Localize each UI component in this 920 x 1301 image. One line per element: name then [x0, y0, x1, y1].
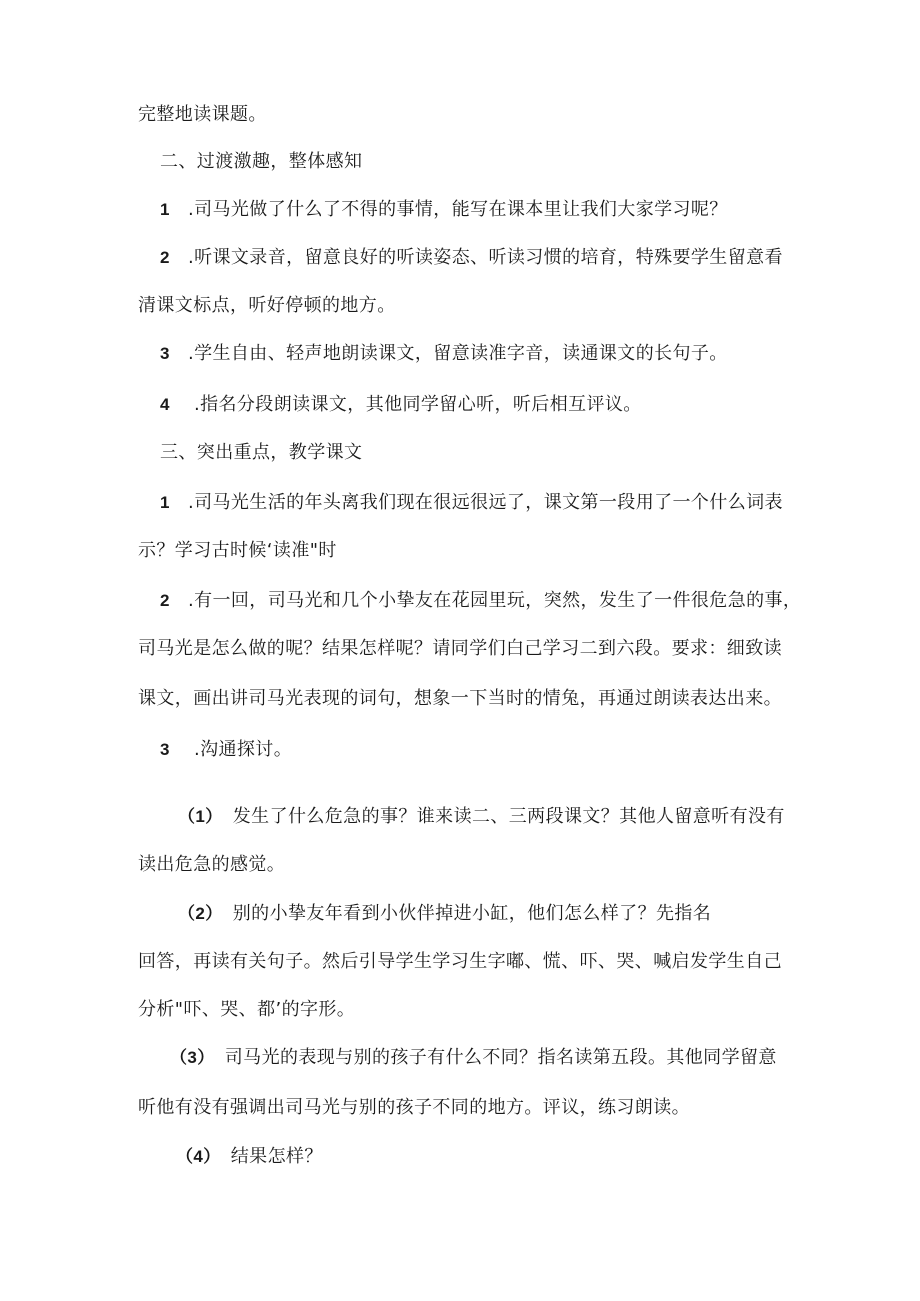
- list-item-3: 3 .学生自由、轻声地朗读课文，留意读准字音，读通课文的长句子。: [160, 343, 728, 364]
- list-item-2: 2 .有一回，司马光和几个小挚友在花园里玩，突然，发生了一件很危急的事，: [160, 590, 802, 611]
- section-heading-3: 三、突出重点，教学课文: [160, 442, 363, 463]
- list-item-1: 1 .司马光生活的年头离我们现在很远很远了，课文第一段用了一个什么词表: [160, 492, 783, 513]
- sub-item-2-continuation: 回答，再读有关句子。然后引导学生学习生字嘟、慌、吓、哭、喊启发学生自己: [138, 951, 782, 972]
- list-item-2: 2 .听课文录音，留意良好的听读姿态、听读习惯的培育，特殊要学生留意看: [160, 247, 783, 268]
- list-item-2-continuation: 司马光是怎么做的呢？结果怎样呢？请同学们白己学习二到六段。要求：细致读: [138, 638, 782, 659]
- list-item-2-continuation: 课文，画出讲司马光表现的词句，想象一下当时的情兔，再通过朗读表达出来。: [138, 688, 782, 709]
- list-item-1-continuation: 示？学习古时候‘读准"时: [138, 540, 337, 561]
- list-item-4: 4 .指名分段朗读课文，其他同学留心听，听后相互评议。: [160, 394, 642, 415]
- sub-item-1-continuation: 读出危急的感觉。: [138, 854, 286, 875]
- sub-item-3-continuation: 听他有没有强调出司马光与别的孩子不同的地方。评议，练习朗读。: [138, 1097, 690, 1118]
- list-item-1: 1 .司马光做了什么了不得的事情，能写在课本里让我们大家学习呢？: [160, 199, 728, 220]
- paragraph-line: 完整地读课题。: [138, 104, 267, 125]
- sub-item-1: （1） 发生了什么危急的事？谁来读二、三两段课文？其他人留意听有没有: [178, 806, 785, 827]
- list-item-3: 3 .沟通探讨。: [160, 739, 293, 760]
- list-item-2-continuation: 清课文标点，听好停顿的地方。: [138, 295, 396, 316]
- sub-item-2: （2） 别的小挚友年看到小伙伴掉进小缸，他们怎么样了？先指名: [178, 903, 712, 924]
- sub-item-2-continuation: 分析"吓、哭、都’的字形。: [138, 999, 356, 1020]
- section-heading-2: 二、过渡激趣，整体感知: [160, 151, 363, 172]
- sub-item-4: （4） 结果怎样？: [176, 1146, 323, 1167]
- sub-item-3: （3） 司马光的表现与别的孩子有什么不同？指名读第五段。其他同学留意: [170, 1047, 777, 1068]
